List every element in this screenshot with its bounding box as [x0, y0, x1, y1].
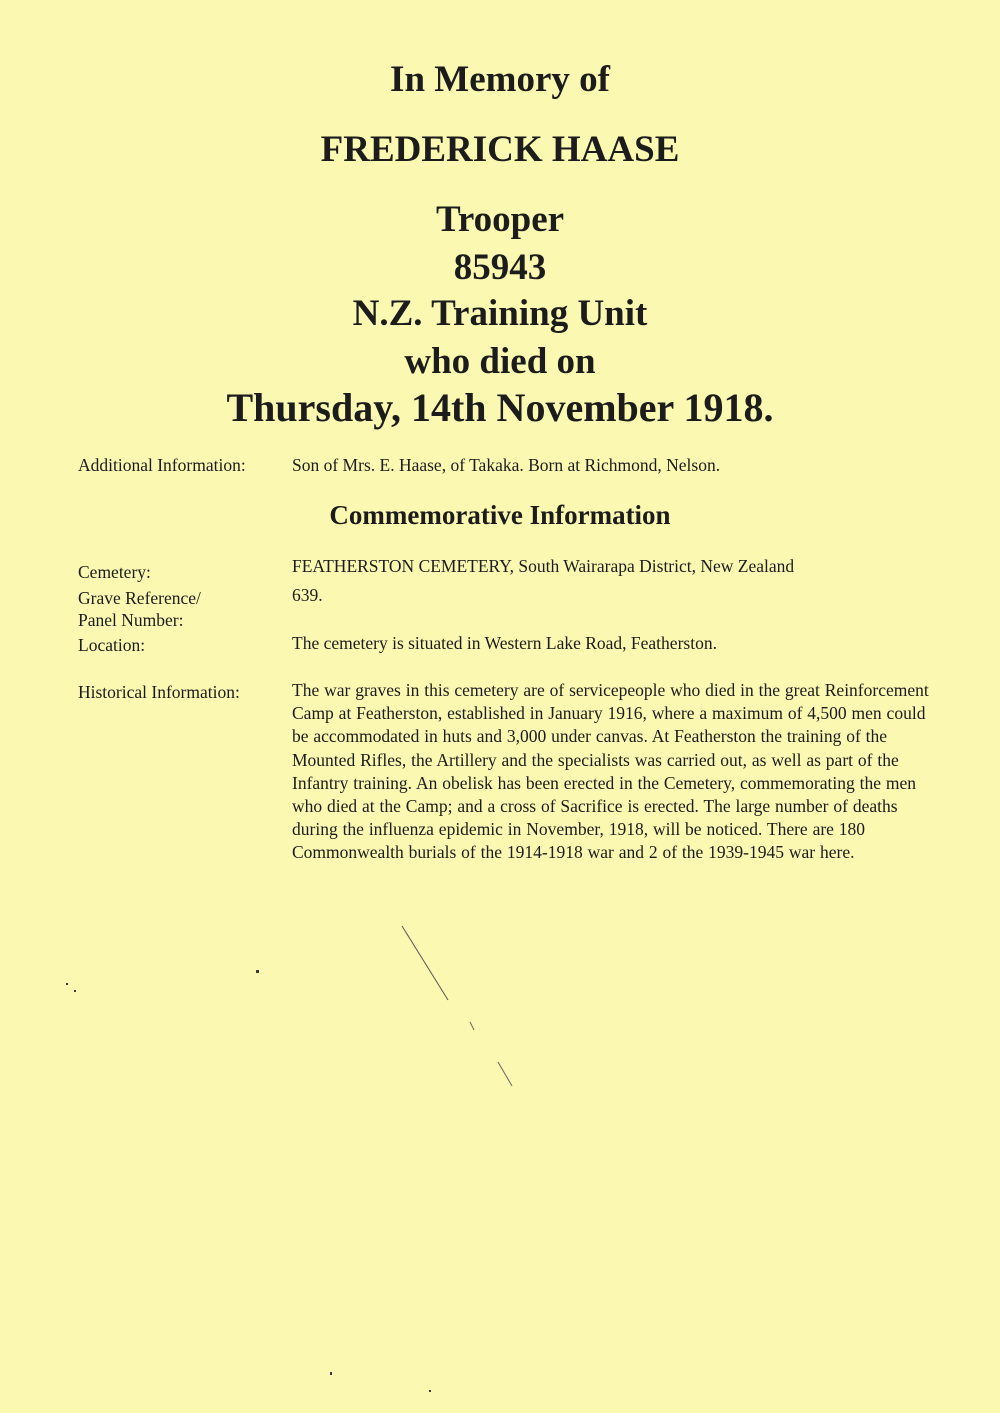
historical-info-label: Historical Information: [78, 682, 240, 702]
service-number: 85943 [453, 247, 547, 288]
additional-info-value: Son of Mrs. E. Haase, of Takaka. Born at Richmond, Nelson. [292, 455, 721, 475]
cemetery-value: FEATHERSTON CEMETERY, South Wairarapa District, New Zealand [292, 556, 795, 576]
scan-speck [66, 983, 68, 985]
additional-info-label: Additional Information: [78, 455, 246, 475]
scan-artifact-stroke-2 [470, 1022, 474, 1030]
historical-info-value: The war graves in this cemetery are of servicepeople who died in the great Reinforcement Camp at Featherston, established in January 1916, where a maximum of 4,500 men could be accommodated in huts and 3,000 under canvas. At Featherston the training of the Mounted Rifles, the Artillery and the specialists was carried out, as well as part of the Infantry training. An obelisk has been erected in the Cemetery, commemorating the men who died at the Camp; and a cross of Sacrifice is erected. The large number of deaths during the influenza epidemic in November, 1918, will be noticed. There are 180 Commonwealth burials of the 1914-1918 war and 2 of the 1939-1945 war here. [292, 680, 929, 863]
rank: Trooper [435, 199, 565, 240]
scan-speck [74, 990, 76, 992]
scan-artifact-stroke [402, 926, 448, 1000]
grave-reference-value: 639. [292, 585, 323, 605]
panel-number-label: Panel Number: [78, 610, 184, 630]
scan-artifact-stroke-3 [498, 1062, 512, 1086]
in-memory-heading: In Memory of [390, 59, 610, 100]
location-value: The cemetery is situated in Western Lake Road, Featherston. [292, 633, 717, 653]
cemetery-label: Cemetery: [78, 562, 151, 582]
location-label: Location: [78, 635, 146, 655]
commemorative-heading: Commemorative Information [329, 500, 671, 530]
unit: N.Z. Training Unit [352, 293, 648, 334]
death-date: Thursday, 14th November 1918. [226, 385, 774, 430]
scan-speck [256, 970, 259, 973]
soldier-name: FREDERICK HAASE [320, 129, 680, 170]
died-on-text: who died on [404, 341, 596, 382]
scan-speck [429, 1390, 431, 1392]
grave-reference-label: Grave Reference/ [78, 588, 201, 608]
scan-speck [330, 1372, 332, 1375]
